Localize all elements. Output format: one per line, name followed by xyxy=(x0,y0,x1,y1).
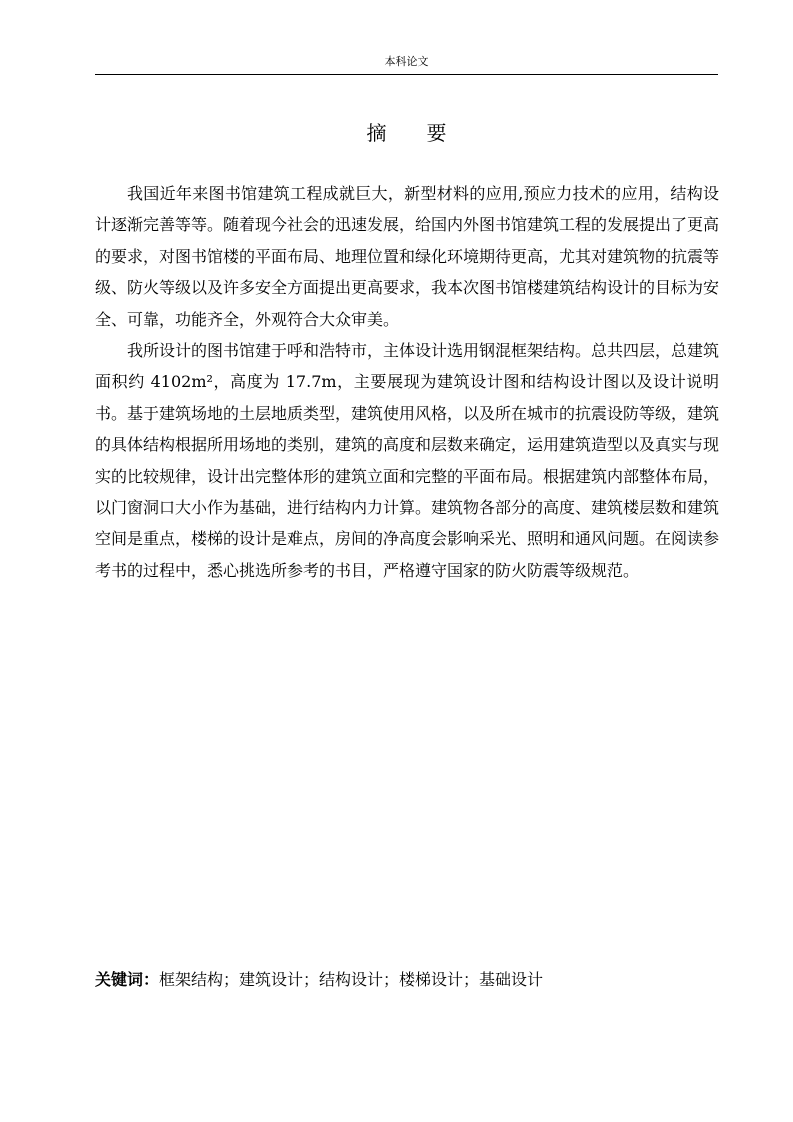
abstract-paragraph-2: 我所设计的图书馆建于呼和浩特市，主体设计选用钢混框架结构。总共四层，总建筑面积约 4102m²，高度为 17.7m，主要展现为建筑设计图和结构设计图以及设计说明书。基于建筑场地的土层地质类型，建筑使用风格，以及所在城市的抗震设防等级，建筑的具体结构根据所用场地的类别，建筑的高度和层数来确定，运用建筑造型以及真实与现实的比较规律，设计出完整体形的建筑立面和完整的平面布局。根据建筑内部整体布局，以门窗洞口大小作为基础，进行结构内力计算。建筑物各部分的高度、建筑楼层数和建筑空间是重点，楼梯的设计是难点，房间的净高度会影响采光、照明和通风问题。在阅读参考书的过程中，悉心挑选所参考的书目，严格遵守国家的防火防震等级规范。 xyxy=(95,341,720,580)
abstract-body xyxy=(95,178,719,586)
keywords-label: 关键词： xyxy=(95,970,160,989)
abstract-paragraph-1: 我国近年来图书馆建筑工程成就巨大，新型材料的应用,预应力技术的应用，结构设计逐渐完善等等。随着现今社会的迅速发展，给国内外图书馆建筑工程的发展提出了更高的要求，对图书馆楼的平面布局、地理位置和绿化环境期待更高，尤其对建筑物的抗震等级、防火等级以及许多安全方面提出更高要求，我本次图书馆楼建筑结构设计的目标为安全、可靠，功能齐全，外观符合大众审美。 xyxy=(95,184,720,329)
abstract-title: 摘要 xyxy=(366,121,487,145)
keywords-text: 框架结构；建筑设计；结构设计；楼梯设计；基础设计 xyxy=(159,970,544,989)
running-header-title: 本科论文 xyxy=(384,55,429,68)
running-header xyxy=(95,55,718,75)
keywords-line xyxy=(95,966,718,994)
